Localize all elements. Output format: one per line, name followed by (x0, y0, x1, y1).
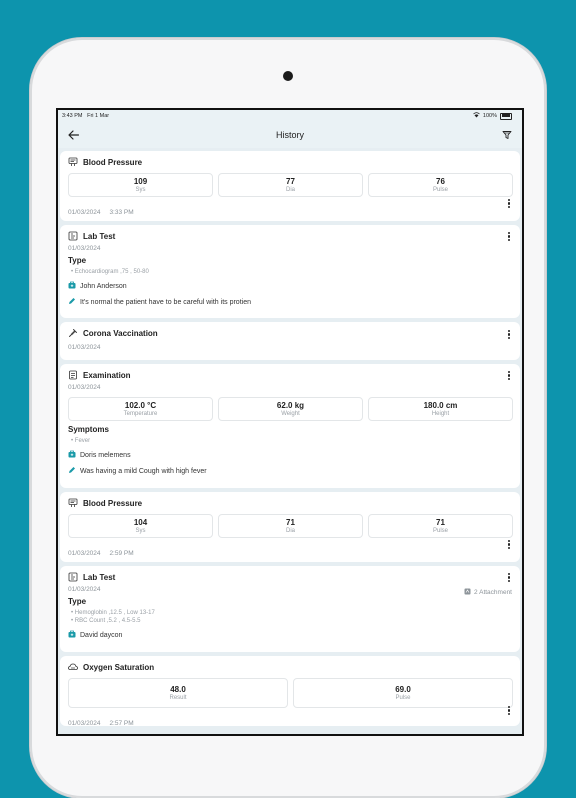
record-date: 01/03/2024 (68, 549, 101, 557)
record-time: 3:33 PM (109, 208, 134, 216)
metric-value: 71 (436, 518, 445, 527)
doctor-row (68, 450, 513, 460)
metric-dia (218, 173, 363, 197)
metric-label: Sys (135, 187, 146, 193)
app-screen (56, 108, 524, 736)
metric-pulse (368, 173, 513, 197)
metric-height (368, 397, 513, 421)
card-title: Lab Test (83, 572, 116, 582)
note-text: Was having a mild Cough with high fever (80, 467, 207, 475)
metric-value: 180.0 cm (423, 401, 458, 410)
lab-result-item: • Hemoglobin ,12.5 , Low 13-17 (71, 610, 155, 616)
wifi-icon (473, 112, 480, 120)
blood-pressure-icon (68, 498, 78, 508)
record-time: 2:59 PM (109, 549, 134, 557)
oxygen-icon (68, 662, 78, 672)
metric-value: 76 (436, 177, 445, 186)
more-vertical-icon[interactable] (507, 232, 511, 241)
lab-result-item: • Echocardiogram ,75 , 50-80 (71, 269, 149, 275)
metric-value: 102.0 °C (124, 401, 157, 410)
nav-bar (58, 122, 522, 148)
card-title: Corona Vaccination (83, 328, 158, 338)
doctor-name: David daycon (80, 631, 123, 639)
lab-result-item: • RBC Count ,5.2 , 4.5-5.5 (71, 618, 141, 624)
history-list (58, 151, 522, 726)
pencil-icon (68, 466, 76, 476)
page-title: History (275, 130, 304, 140)
metric-value: 69.0 (395, 685, 411, 694)
metric-label: Pulse (432, 528, 448, 534)
more-vertical-icon[interactable] (507, 371, 511, 380)
more-vertical-icon[interactable] (507, 573, 511, 582)
more-vertical-icon[interactable] (507, 199, 511, 208)
doctor-name: John Anderson (80, 282, 127, 290)
metric-weight (218, 397, 363, 421)
attachment-link[interactable] (464, 588, 512, 597)
history-card-vaccination[interactable] (60, 322, 520, 360)
vaccine-icon (68, 328, 78, 338)
metric-value: 62.0 kg (276, 401, 305, 410)
examination-icon (68, 370, 78, 380)
metric-label: Pulse (432, 187, 448, 193)
status-date: Fri 1 Mar (87, 113, 110, 119)
lab-result-text: Hemoglobin ,12.5 , Low 13-17 (74, 610, 155, 616)
symptom-item: • Fever (71, 438, 91, 444)
blood-pressure-icon (68, 157, 78, 167)
type-heading: Type (68, 597, 87, 606)
metric-value: 48.0 (170, 685, 186, 694)
doctor-bag-icon (68, 281, 76, 291)
metric-label: Dia (285, 528, 295, 534)
note-row (68, 466, 513, 476)
doctor-row (68, 630, 513, 640)
lab-result-text: RBC Count ,5.2 , 4.5-5.5 (74, 618, 141, 624)
record-date: 01/03/2024 (68, 384, 101, 391)
filter-icon[interactable] (500, 128, 514, 142)
record-time: 2:57 PM (109, 719, 134, 727)
symptom-text: Fever (74, 438, 91, 444)
record-date: 01/03/2024 (68, 208, 101, 216)
doctor-bag-icon (68, 630, 76, 640)
history-card-examination[interactable] (60, 364, 520, 488)
front-camera (283, 71, 293, 81)
symptoms-heading: Symptoms (68, 425, 109, 434)
metric-value: 104 (133, 518, 148, 527)
metric-label: Height (431, 411, 450, 417)
more-vertical-icon[interactable] (507, 330, 511, 339)
record-date: 01/03/2024 (68, 719, 101, 727)
lab-test-icon (68, 231, 78, 241)
status-time: 3:43 PM (62, 113, 83, 119)
doctor-name: Doris melemens (80, 451, 131, 459)
more-vertical-icon[interactable] (507, 540, 511, 549)
more-vertical-icon[interactable] (507, 706, 511, 715)
card-title: Blood Pressure (83, 157, 143, 167)
note-text: It's normal the patient have to be careful with its protien (80, 298, 251, 306)
record-date: 01/03/2024 (68, 586, 101, 593)
battery-percent: 100% (482, 113, 497, 119)
metric-dia (218, 514, 363, 538)
metric-label: Pulse (395, 695, 411, 701)
card-title: Blood Pressure (83, 498, 143, 508)
lab-result-text: Echocardiogram ,75 , 50-80 (74, 269, 149, 275)
metric-value: 109 (133, 177, 148, 186)
doctor-row (68, 281, 513, 291)
battery-icon (500, 113, 512, 120)
history-card-lab-test[interactable] (60, 566, 520, 652)
card-title: Oxygen Saturation (83, 662, 155, 672)
history-card-blood-pressure[interactable] (60, 492, 520, 562)
card-title: Examination (83, 370, 131, 380)
type-heading: Type (68, 256, 87, 265)
note-row (68, 297, 513, 307)
metric-sys (68, 173, 213, 197)
metric-label: Dia (285, 187, 295, 193)
back-arrow-icon[interactable] (66, 128, 80, 142)
pencil-icon (68, 297, 76, 307)
history-card-lab-test[interactable] (60, 225, 520, 318)
metric-temperature (68, 397, 213, 421)
metric-label: Sys (135, 528, 146, 534)
lab-test-icon (68, 572, 78, 582)
metric-value: 71 (286, 518, 295, 527)
record-date: 01/03/2024 (68, 245, 101, 252)
metric-pulse (368, 514, 513, 538)
history-card-blood-pressure[interactable] (60, 151, 520, 221)
status-bar (58, 110, 522, 122)
attachment-icon (464, 588, 471, 597)
attachment-count: 2 Attachment (474, 589, 512, 596)
history-card-oxygen-saturation[interactable] (60, 656, 520, 726)
record-date: 01/03/2024 (68, 344, 101, 351)
metric-sys (68, 514, 213, 538)
doctor-bag-icon (68, 450, 76, 460)
metric-result (68, 678, 288, 708)
metric-value: 77 (286, 177, 295, 186)
metric-label: Result (169, 695, 187, 701)
metric-pulse (293, 678, 513, 708)
metric-label: Weight (281, 411, 300, 417)
metric-label: Temperature (123, 411, 158, 417)
card-title: Lab Test (83, 231, 116, 241)
